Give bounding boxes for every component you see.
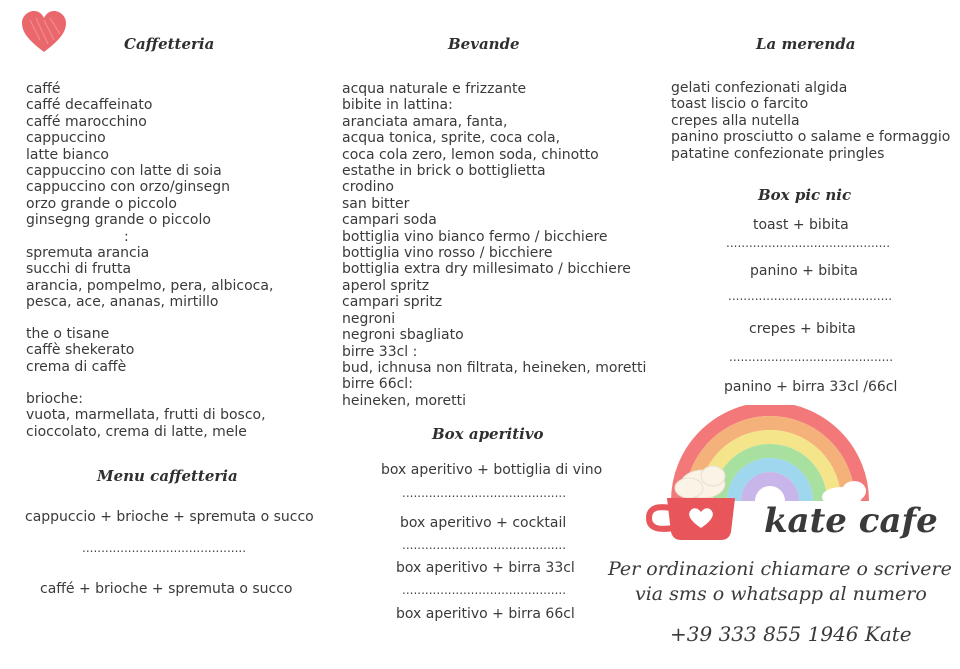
aperitivo-option-2: box aperitivo + cocktail bbox=[400, 515, 567, 531]
list-item: bibite in lattina: bbox=[342, 97, 453, 114]
list-item: pesca, ace, ananas, mirtillo bbox=[26, 294, 219, 311]
list-item: ginsegng grande o piccolo bbox=[26, 212, 211, 229]
list-item: heineken, moretti bbox=[342, 392, 466, 409]
menu-option-1: cappuccio + brioche + spremuta o succo bbox=[25, 509, 314, 525]
list-item: cappuccino con latte di soia bbox=[26, 163, 222, 180]
separator: ........................................... bbox=[728, 289, 893, 303]
list-item: gelati confezionati algida bbox=[671, 80, 848, 96]
heart-icon bbox=[20, 10, 68, 54]
list-item: estathe in brick o bottiglietta bbox=[342, 163, 546, 180]
caffetteria-list bbox=[26, 81, 273, 311]
picnic-option-2: panino + bibita bbox=[750, 263, 858, 279]
coffee-cup-icon bbox=[643, 462, 743, 544]
list-item: bottiglia extra dry millesimato / bicchiere bbox=[342, 261, 631, 278]
list-item: toast liscio o farcito bbox=[671, 96, 809, 113]
list-item: coca cola zero, lemon soda, chinotto bbox=[342, 146, 599, 163]
caffetteria-list-3 bbox=[26, 391, 266, 440]
separator: ........................................... bbox=[82, 541, 247, 555]
list-item: crodino bbox=[342, 179, 394, 196]
list-item: acqua tonica, sprite, coca cola, bbox=[342, 130, 561, 147]
brand-name: kate cafe bbox=[764, 501, 938, 541]
caffetteria-title: Caffetteria bbox=[124, 35, 215, 53]
list-item: birre 66cl: bbox=[342, 376, 413, 393]
separator: ........................................... bbox=[729, 350, 894, 364]
list-item: campari spritz bbox=[342, 294, 443, 311]
list-item: brioche: bbox=[26, 391, 83, 407]
list-item: patatine confezionate pringles bbox=[671, 145, 885, 162]
list-item: orzo grande o piccolo bbox=[26, 195, 177, 212]
picnic-option-1: toast + bibita bbox=[753, 217, 849, 233]
list-item: cappuccino con orzo/ginsegn bbox=[26, 179, 230, 196]
separator: ........................................... bbox=[402, 583, 567, 597]
list-item: crema di caffè bbox=[26, 358, 127, 375]
list-item: crepes alla nutella bbox=[671, 112, 800, 129]
la-merenda-title: La merenda bbox=[756, 35, 856, 53]
contact-line-1: Per ordinazioni chiamare o scrivere bbox=[608, 558, 952, 580]
list-item: cioccolato, crema di latte, mele bbox=[26, 423, 247, 440]
separator: ........................................... bbox=[402, 486, 567, 500]
list-item: san bitter bbox=[342, 195, 410, 212]
list-item: caffè shekerato bbox=[26, 342, 135, 359]
list-item: arancia, pompelmo, pera, albicoca, bbox=[26, 277, 274, 294]
list-item: negroni bbox=[342, 310, 396, 327]
list-item: the o tisane bbox=[26, 326, 110, 342]
list-item: birre 33cl : bbox=[342, 343, 418, 360]
list-item: panino prosciutto o salame e formaggio bbox=[671, 129, 951, 146]
list-item: aperol spritz bbox=[342, 277, 430, 294]
list-item: caffé marocchino bbox=[26, 113, 147, 130]
list-item: bottiglia vino rosso / bicchiere bbox=[342, 245, 553, 262]
list-item: : bbox=[124, 228, 129, 245]
list-item: bud, ichnusa non filtrata, heineken, moretti bbox=[342, 359, 647, 376]
merenda-list bbox=[671, 80, 950, 162]
picnic-option-4: panino + birra 33cl /66cl bbox=[724, 379, 898, 395]
contact-line-2: via sms o whatsapp al numero bbox=[635, 583, 927, 605]
picnic-option-3: crepes + bibita bbox=[749, 321, 856, 337]
list-item: caffé decaffeinato bbox=[26, 97, 153, 114]
separator: ........................................... bbox=[402, 538, 567, 552]
list-item: campari soda bbox=[342, 212, 437, 229]
menu-caffetteria-title: Menu caffetteria bbox=[97, 467, 238, 485]
list-item: acqua naturale e frizzante bbox=[342, 81, 527, 97]
phone-number: +39 333 855 1946 Kate bbox=[670, 622, 912, 646]
separator: ........................................... bbox=[726, 236, 891, 250]
list-item: aranciata amara, fanta, bbox=[342, 113, 508, 130]
aperitivo-option-3: box aperitivo + birra 33cl bbox=[396, 560, 575, 576]
list-item: spremuta arancia bbox=[26, 245, 150, 262]
box-aperitivo-title: Box aperitivo bbox=[432, 425, 544, 443]
aperitivo-option-1: box aperitivo + bottiglia di vino bbox=[381, 462, 603, 478]
list-item: latte bianco bbox=[26, 146, 110, 163]
list-item: bottiglia vino bianco fermo / bicchiere bbox=[342, 228, 608, 245]
list-item: vuota, marmellata, frutti di bosco, bbox=[26, 407, 266, 424]
list-item: negroni sbagliato bbox=[342, 327, 464, 344]
list-item: cappuccino bbox=[26, 130, 106, 147]
aperitivo-option-4: box aperitivo + birra 66cl bbox=[396, 606, 575, 622]
list-item: caffé bbox=[26, 81, 61, 97]
caffetteria-list-2 bbox=[26, 326, 134, 375]
menu-option-2: caffé + brioche + spremuta o succo bbox=[40, 581, 293, 597]
bevande-title: Bevande bbox=[448, 35, 520, 53]
box-pic-nic-title: Box pic nic bbox=[758, 186, 852, 204]
bevande-list bbox=[342, 81, 646, 409]
list-item: succhi di frutta bbox=[26, 261, 132, 278]
